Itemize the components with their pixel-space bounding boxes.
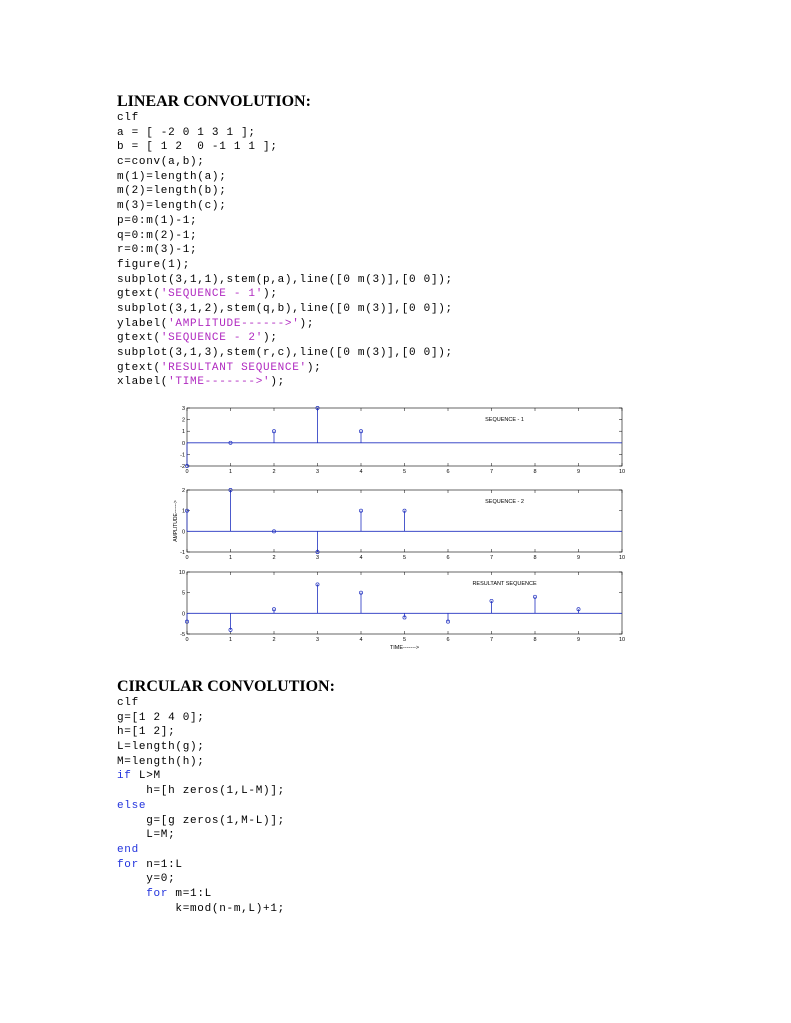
code-token: g=[1 2 4 0];	[117, 711, 205, 724]
code-token: r=0:m(3)-1;	[117, 244, 198, 257]
code-token: L>M	[131, 770, 161, 783]
code-line	[117, 302, 453, 317]
code-line	[117, 331, 453, 346]
code-token: );	[263, 288, 278, 301]
code-token: m=1:L	[168, 887, 212, 900]
code-line	[117, 799, 285, 814]
code-line	[117, 243, 453, 258]
code-token: figure(1);	[117, 258, 191, 271]
x-tick-label: 7	[489, 637, 494, 643]
code-line	[117, 755, 285, 770]
y-tick-label: 3	[181, 406, 185, 412]
code-token	[117, 888, 146, 900]
code-token: gtext(	[117, 288, 161, 301]
code-line	[117, 769, 285, 784]
x-tick-label: 0	[185, 555, 189, 561]
y-tick-label: -5	[180, 632, 185, 638]
y-axis-label: AMPLITUDE------>	[173, 500, 179, 542]
x-tick-label: 1	[228, 469, 233, 475]
code-line	[117, 828, 285, 843]
code-line	[117, 696, 285, 711]
x-tick-label: 6	[446, 469, 450, 475]
code-token: xlabel(	[117, 376, 169, 389]
code-token: subplot(3,1,1),stem(p,a),line([0 m(3)],[0 0]);	[117, 273, 453, 286]
code-token: b = [ 1 2 0 -1 1 1 ];	[117, 141, 278, 154]
y-tick-label: 10	[178, 570, 185, 576]
x-tick-label: 10	[618, 555, 626, 561]
code-keyword: if	[117, 770, 132, 783]
code-line	[117, 784, 285, 799]
subplot-2	[173, 488, 625, 561]
plot-frame	[187, 572, 622, 634]
code-token: g=[g zeros(1,M-L)];	[117, 814, 285, 827]
y-tick-label: 5	[181, 590, 185, 597]
code-line	[117, 346, 453, 361]
x-axis-label: TIME------->	[389, 645, 420, 651]
code-line	[117, 111, 453, 126]
code-token: ylabel(	[117, 317, 169, 330]
code-string: 'TIME------->'	[168, 376, 271, 389]
code-line	[117, 375, 453, 390]
x-tick-label: 7	[489, 469, 494, 475]
code-token: M=length(h);	[117, 755, 205, 768]
code-keyword: for	[146, 887, 169, 900]
x-tick-label: 5	[402, 555, 407, 561]
code-token: p=0:m(1)-1;	[117, 214, 198, 227]
code-token: subplot(3,1,2),stem(q,b),line([0 m(3)],[0 0]);	[117, 302, 453, 315]
y-tick-label: 2	[181, 417, 185, 424]
x-tick-label: 5	[402, 469, 407, 475]
code-token: m(1)=length(a);	[117, 170, 227, 183]
x-tick-label: 2	[272, 469, 276, 475]
plot-frame	[187, 408, 622, 466]
x-tick-label: 6	[446, 637, 450, 643]
x-tick-label: 8	[533, 469, 537, 475]
code-line	[117, 155, 453, 170]
code-string: 'SEQUENCE - 2'	[160, 332, 264, 345]
code-line	[117, 872, 285, 887]
circular-convolution-heading: CIRCULAR CONVOLUTION:	[117, 678, 335, 695]
x-tick-label: 9	[576, 555, 581, 561]
x-tick-label: 0	[185, 637, 189, 643]
code-token: );	[263, 332, 278, 345]
series-annotation: SEQUENCE - 1	[485, 417, 524, 423]
x-tick-label: 9	[576, 637, 581, 643]
linear-convolution-heading: LINEAR CONVOLUTION:	[117, 93, 311, 110]
code-token: subplot(3,1,3),stem(r,c),line([0 m(3)],[0 0]);	[117, 347, 453, 359]
code-token: q=0:m(2)-1;	[117, 229, 198, 242]
y-tick-label: 1	[181, 508, 185, 515]
y-tick-label: -1	[180, 452, 185, 459]
code-token: gtext(	[117, 361, 161, 374]
x-tick-label: 10	[618, 637, 626, 643]
code-token: clf	[117, 697, 139, 709]
code-line	[117, 199, 453, 214]
code-line	[117, 711, 285, 726]
y-tick-label: 0	[181, 529, 185, 536]
code-line	[117, 725, 285, 740]
code-token: a = [ -2 0 1 3 1 ];	[117, 126, 256, 139]
code-line	[117, 140, 453, 155]
code-token: clf	[117, 112, 139, 124]
x-tick-label: 8	[533, 637, 537, 643]
series-annotation: SEQUENCE - 2	[485, 499, 524, 505]
y-tick-label: 0	[181, 440, 185, 447]
code-token: m(3)=length(c);	[117, 200, 227, 213]
code-token: m(2)=length(b);	[117, 185, 227, 198]
x-tick-label: 3	[315, 469, 320, 475]
code-token: y=0;	[117, 873, 176, 886]
code-line	[117, 126, 453, 141]
code-token: L=M;	[117, 829, 176, 842]
code-string: 'AMPLITUDE------>'	[168, 317, 300, 330]
x-tick-label: 3	[315, 637, 320, 643]
circular-code-block	[117, 696, 285, 916]
y-tick-label: 2	[181, 488, 185, 494]
code-line	[117, 317, 453, 332]
x-tick-label: 3	[315, 555, 320, 561]
y-tick-label: -2	[180, 464, 185, 470]
code-token: gtext(	[117, 332, 161, 345]
x-tick-label: 2	[272, 555, 276, 561]
code-string: 'SEQUENCE - 1'	[160, 288, 264, 301]
y-tick-label: 0	[181, 611, 185, 618]
x-tick-label: 1	[228, 555, 233, 561]
code-line	[117, 214, 453, 229]
x-tick-label: 4	[359, 469, 363, 475]
code-string: 'RESULTANT SEQUENCE'	[160, 361, 307, 374]
convolution-figure	[170, 402, 630, 652]
code-line	[117, 273, 453, 288]
code-line	[117, 887, 285, 902]
subplot-3	[179, 570, 625, 651]
linear-code-block	[117, 111, 453, 390]
code-line	[117, 814, 285, 829]
code-token: n=1:L	[138, 858, 183, 871]
series-annotation: RESULTANT SEQUENCE	[472, 581, 537, 587]
code-token: L=length(g);	[117, 741, 205, 754]
x-tick-label: 7	[489, 555, 494, 561]
code-token: );	[306, 361, 322, 374]
x-tick-label: 1	[228, 637, 233, 643]
x-tick-label: 9	[576, 469, 581, 475]
code-line	[117, 361, 453, 376]
x-tick-label: 4	[359, 555, 363, 561]
code-line	[117, 170, 453, 185]
code-token: );	[270, 376, 285, 389]
y-tick-label: 1	[181, 429, 185, 436]
code-keyword: else	[117, 799, 147, 812]
y-tick-label: -1	[180, 550, 185, 556]
subplot-1	[180, 406, 625, 475]
code-keyword: for	[117, 858, 139, 871]
x-tick-label: 2	[272, 637, 276, 643]
code-token: h=[h zeros(1,L-M)];	[117, 785, 285, 798]
code-line	[117, 184, 453, 199]
code-token: c=conv(a,b);	[117, 156, 205, 169]
code-token: );	[299, 317, 315, 330]
x-tick-label: 8	[533, 555, 537, 561]
code-token: k=mod(n-m,L)+1;	[117, 902, 285, 915]
code-token: h=[1 2];	[117, 726, 176, 739]
code-keyword: end	[117, 843, 139, 856]
x-tick-label: 4	[359, 637, 363, 643]
x-tick-label: 5	[402, 637, 407, 643]
code-line	[117, 740, 285, 755]
code-line	[117, 843, 285, 858]
code-line	[117, 287, 453, 302]
code-line	[117, 258, 453, 273]
code-line	[117, 229, 453, 244]
code-line	[117, 902, 285, 917]
x-tick-label: 6	[446, 555, 450, 561]
code-line	[117, 858, 285, 873]
x-tick-label: 0	[185, 469, 189, 475]
x-tick-label: 10	[618, 469, 626, 475]
